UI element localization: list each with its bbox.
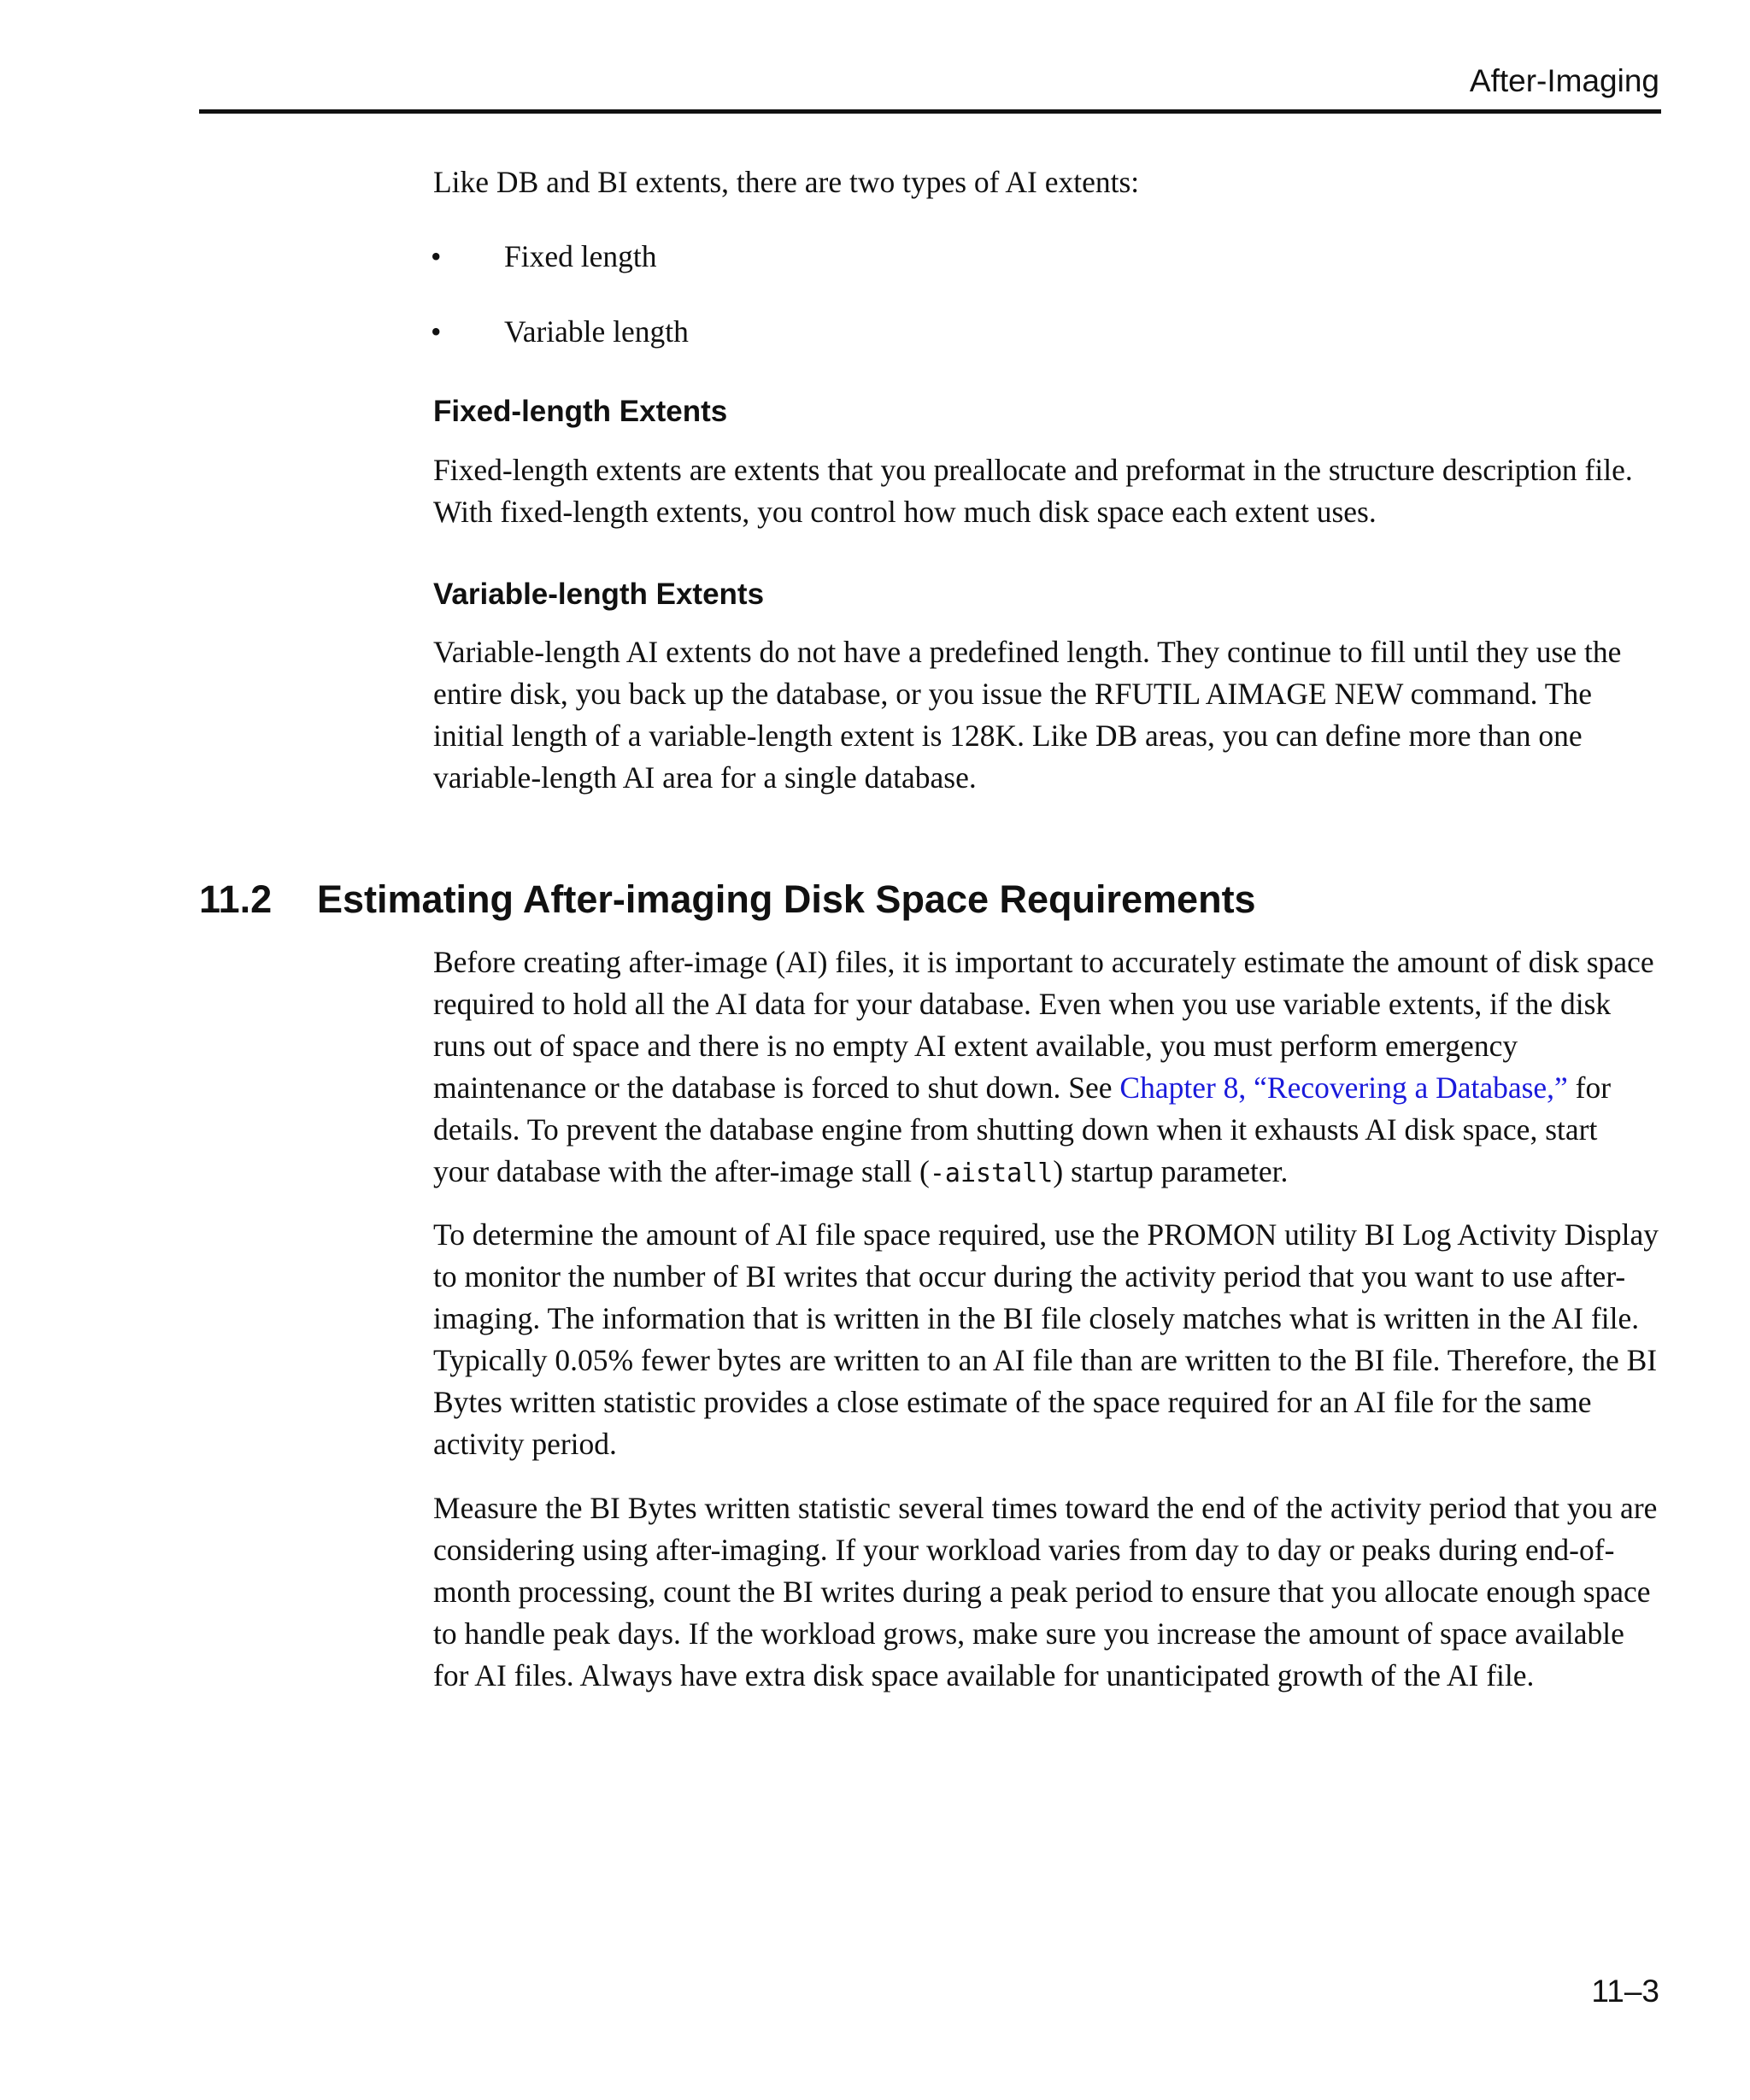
section-number: 11.2	[199, 877, 273, 921]
page-number: 11–3	[1591, 1974, 1659, 2009]
paragraph-text: ) startup parameter.	[1053, 1154, 1289, 1188]
intro-paragraph: Like DB and BI extents, there are two types of AI extents:	[433, 165, 1140, 199]
section-paragraph-2: To determine the amount of AI file space required, use the PROMON utility BI Log Activity Display to monitor the number of BI writes that occur during the activity period that you want to use after-imaging. The information that is written in the BI file closely matches what is written in the AI file. Typically 0.05% fewer bytes are written to an AI file than are written to the BI file. Therefore, the BI Bytes written statistic provides a close estimate of the space required for an AI file for the same activity period.	[433, 1217, 1659, 1461]
running-header: After-Imaging	[1469, 63, 1659, 98]
fixed-length-heading: Fixed-length Extents	[433, 395, 728, 428]
chapter-8-link[interactable]: Chapter 8, “Recovering a Database,”	[1119, 1071, 1568, 1105]
bullet-item-fixed-length: Fixed length	[504, 239, 657, 273]
section-title-text: Estimating After-imaging Disk Space Requirements	[317, 877, 1256, 921]
fixed-length-paragraph: Fixed-length extents are extents that you preallocate and preformat in the structure description file. With fixed-length extents, you control how much disk space each extent uses.	[433, 453, 1633, 529]
bullet-marker: •	[431, 314, 442, 349]
section-paragraph-1	[433, 941, 1659, 1194]
bullet-marker: •	[431, 239, 442, 273]
variable-length-paragraph: Variable-length AI extents do not have a predefined length. They continue to fill until they use the entire disk, you back up the database, or you issue the RFUTIL AIMAGE NEW command. The initial length of a variable-length extent is 128K. Like DB areas, you can define more than one variable-length AI area for a single database.	[433, 635, 1622, 795]
variable-length-heading: Variable-length Extents	[433, 578, 765, 611]
section-title	[199, 877, 1256, 921]
paragraph-text: for details. To prevent the database engine from shutting down when it exhausts AI disk space, start your database with the after-image stall (	[433, 1071, 1612, 1188]
paragraph-text: Before creating after-image (AI) files, it is important to accurately estimate the amount of disk space required to hold all the AI data for your database. Even when you use variable extents, if the disk runs out of space and there is no empty AI extent available, you must perform emergency maintenance or the database is forced to shut down. See	[433, 945, 1654, 1105]
aistall-code: -aistall	[929, 1159, 1054, 1188]
header-rule	[199, 109, 1661, 114]
section-paragraph-3: Measure the BI Bytes written statistic several times toward the end of the activity period that you are considering using after-imaging. If your workload varies from day to day or peaks during end-of-month processing, count the BI writes during a peak period to ensure that you allocate enough space to handle peak days. If the workload grows, make sure you increase the amount of space available for AI files. Always have extra disk space available for unanticipated growth of the AI file.	[433, 1491, 1658, 1692]
bullet-item-variable-length: Variable length	[504, 314, 689, 349]
